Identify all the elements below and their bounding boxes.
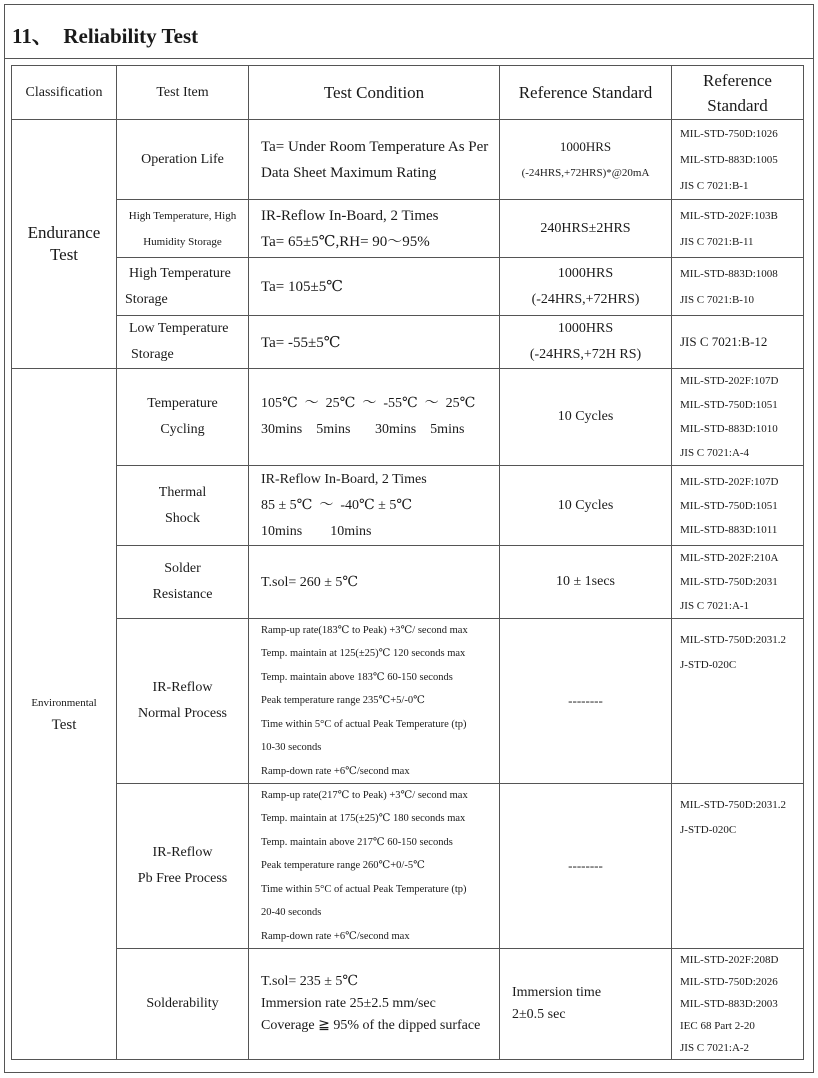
test-condition-cell: Ramp-up rate(217℃ to Peak) +3℃/ second max Temp. maintain at 175(±25)℃ 180 seconds max Temp. maintain above 217℃ 60-150 seconds Peak temperature range 260℃+0/-5℃ Time within 5°C of actual Peak Temperature (tp) 20-40 seconds Ramp-down rate +6℃/second max [249, 784, 500, 949]
test-condition-cell: Ta= -55±5℃ [249, 316, 500, 369]
standards-cell: MIL-STD-750D:2031.2 J-STD-020C [672, 619, 804, 784]
group-environmental-test: Environmental Test [12, 369, 117, 1060]
reference-cell: -------- [500, 619, 672, 784]
header-test-condition: Test Condition [249, 66, 500, 120]
test-item-cell: Low Temperature Storage [117, 316, 249, 369]
reference-cell: 1000HRS (-24HRS,+72H RS) [500, 316, 672, 369]
test-item-cell: Operation Life [117, 120, 249, 200]
test-condition-cell: Ramp-up rate(183℃ to Peak) +3℃/ second max Temp. maintain at 125(±25)℃ 120 seconds max Temp. maintain above 183℃ 60-150 seconds Peak temperature range 235℃+5/-0℃ Time within 5°C of actual Peak Temperature (tp) 10-30 seconds Ramp-down rate +6℃/second max [249, 619, 500, 784]
reference-cell: 1000HRS (-24HRS,+72HRS)*@20mA [500, 120, 672, 200]
test-condition-cell: 105℃ ～ 25℃ ～ -55℃ ～ 25℃ 30mins 5mins 30mins 5mins [249, 369, 500, 466]
test-condition-cell: IR-Reflow In-Board, 2 Times Ta= 65±5℃,RH= 90～95% [249, 200, 500, 258]
table-row [12, 466, 804, 546]
header-classification: Classification [12, 66, 117, 120]
standards-cell: MIL-STD-883D:1008 JIS C 7021:B-10 [672, 258, 804, 316]
test-condition-cell: Ta= 105±5℃ [249, 258, 500, 316]
reliability-table [11, 65, 804, 1060]
standards-cell: MIL-STD-202F:107D MIL-STD-750D:1051 MIL-STD-883D:1011 [672, 466, 804, 546]
reference-cell: 10 Cycles [500, 466, 672, 546]
reference-cell: 1000HRS (-24HRS,+72HRS) [500, 258, 672, 316]
test-condition-cell: Ta= Under Room Temperature As Per Data Sheet Maximum Rating [249, 120, 500, 200]
reference-cell: Immersion time 2±0.5 sec [500, 949, 672, 1060]
table-header-row [12, 66, 804, 120]
reference-cell: -------- [500, 784, 672, 949]
table-row [12, 316, 804, 369]
standards-cell: MIL-STD-202F:210A MIL-STD-750D:2031 JIS C 7021:A-1 [672, 546, 804, 619]
standards-cell: MIL-STD-202F:103B JIS C 7021:B-11 [672, 200, 804, 258]
test-item-cell: High Temperature Storage [117, 258, 249, 316]
test-item-cell: High Temperature, High Humidity Storage [117, 200, 249, 258]
header-reference-standard: Reference Standard [500, 66, 672, 120]
reference-cell: 10 Cycles [500, 369, 672, 466]
standards-cell: JIS C 7021:B-12 [672, 316, 804, 369]
test-condition-cell: IR-Reflow In-Board, 2 Times 85 ± 5℃ ～ -40℃ ± 5℃ 10mins 10mins [249, 466, 500, 546]
test-condition-cell: T.sol= 235 ± 5℃ Immersion rate 25±2.5 mm/sec Coverage ≧ 95% of the dipped surface [249, 949, 500, 1060]
table-row [12, 619, 804, 784]
table-row [12, 784, 804, 949]
table-row [12, 949, 804, 1060]
test-condition-cell: T.sol= 260 ± 5℃ [249, 546, 500, 619]
table-row [12, 546, 804, 619]
standards-cell: MIL-STD-202F:107D MIL-STD-750D:1051 MIL-STD-883D:1010 JIS C 7021:A-4 [672, 369, 804, 466]
standards-cell: MIL-STD-750D:2031.2 J-STD-020C [672, 784, 804, 949]
table-row [12, 369, 804, 466]
title-bar [4, 4, 814, 59]
group-endurance-test: Endurance Test [12, 120, 117, 369]
table-row [12, 120, 804, 200]
test-item-cell: Thermal Shock [117, 466, 249, 546]
header-reference-standard-2: Reference Standard [672, 66, 804, 120]
section-title: 11、 Reliability Test [12, 24, 199, 48]
table-row [12, 200, 804, 258]
test-item-cell: IR-Reflow Normal Process [117, 619, 249, 784]
standards-cell: MIL-STD-202F:208D MIL-STD-750D:2026 MIL-STD-883D:2003 IEC 68 Part 2-20 JIS C 7021:A-2 [672, 949, 804, 1060]
reference-cell: 10 ± 1secs [500, 546, 672, 619]
header-test-item: Test Item [117, 66, 249, 120]
table-row [12, 258, 804, 316]
reference-cell: 240HRS±2HRS [500, 200, 672, 258]
standards-cell: MIL-STD-750D:1026 MIL-STD-883D:1005 JIS C 7021:B-1 [672, 120, 804, 200]
test-item-cell: Solder Resistance [117, 546, 249, 619]
test-item-cell: Solderability [117, 949, 249, 1060]
test-item-cell: Temperature Cycling [117, 369, 249, 466]
test-item-cell: IR-Reflow Pb Free Process [117, 784, 249, 949]
